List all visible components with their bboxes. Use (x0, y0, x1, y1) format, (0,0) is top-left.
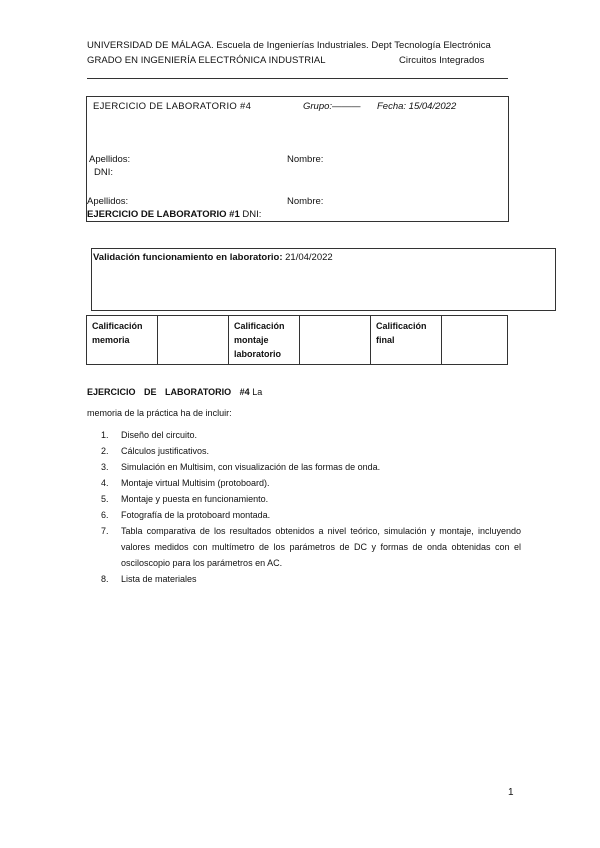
intro-line-2: memoria de la práctica ha de incluir: (87, 408, 232, 418)
item-number: 4. (101, 478, 109, 488)
validation-line (93, 252, 333, 263)
header-line-1: UNIVERSIDAD DE MÁLAGA. Escuela de Ingenierías Industriales. Dept Tecnología Electrónica (87, 40, 491, 51)
item-text: Lista de materiales (121, 574, 197, 584)
grade-final-label: Calificación final (371, 316, 442, 365)
grade-memoria-value[interactable] (158, 316, 229, 365)
item-number: 3. (101, 462, 109, 472)
dni-label-2: DNI: (242, 209, 262, 220)
validation-label: Validación funcionamiento en laboratorio: (93, 252, 283, 263)
name-label-1: Nombre: (287, 154, 324, 165)
grade-montaje-value[interactable] (300, 316, 371, 365)
item-text: Simulación en Multisim, con visualización de las formas de onda. (121, 462, 381, 472)
list-item (101, 475, 521, 491)
item-number: 7. (101, 526, 109, 536)
validation-date: 21/04/2022 (285, 252, 333, 263)
list-item (101, 443, 521, 459)
page-number: 1 (508, 787, 514, 798)
header-divider (87, 78, 508, 79)
grades-table (86, 315, 508, 365)
intro-bold: EJERCICIO DE LABORATORIO #4 (87, 387, 250, 397)
requirements-list (101, 427, 521, 587)
surname-label-1: Apellidos: (89, 154, 131, 165)
list-item (101, 571, 521, 587)
item-number: 1. (101, 430, 109, 440)
item-text: Montaje virtual Multisim (protoboard). (121, 478, 270, 488)
list-item (101, 523, 521, 571)
list-item (101, 507, 521, 523)
item-number: 5. (101, 494, 109, 504)
header-degree: GRADO EN INGENIERÍA ELECTRÓNICA INDUSTRIAL (87, 55, 326, 66)
surname-label-2: Apellidos: (87, 196, 129, 207)
exercise-ref-bold: EJERCICIO DE LABORATORIO #1 (87, 209, 240, 220)
item-text: Diseño del circuito. (121, 430, 198, 440)
dni-label-1: DNI: (94, 167, 113, 178)
item-text: Montaje y puesta en funcionamiento. (121, 494, 269, 504)
list-item (101, 459, 521, 475)
group-field: Grupo:——— (303, 101, 361, 112)
grade-montaje-label: Calificación montaje laboratorio (229, 316, 300, 365)
item-number: 6. (101, 510, 109, 520)
exercise-title: EJERCICIO DE LABORATORIO #4 (93, 101, 252, 112)
item-text: Fotografía de la protoboard montada. (121, 510, 271, 520)
name-label-2: Nombre: (287, 196, 324, 207)
date-field: Fecha: 15/04/2022 (377, 101, 457, 112)
item-number: 2. (101, 446, 109, 456)
item-text: Cálculos justificativos. (121, 446, 210, 456)
item-text: Tabla comparativa de los resultados obtenidos a nivel teórico, simulación y montaje, incluyendo valores medidos con multímetro de los parámetros de DC y formas de onda obtenidas con el osciloscopio para los parámetros en AC. (121, 526, 521, 568)
list-item (101, 427, 521, 443)
exercise-ref-line (87, 209, 261, 220)
item-number: 8. (101, 574, 109, 584)
grade-final-value[interactable] (442, 316, 508, 365)
intro-tail: La (252, 387, 263, 397)
header-course: Circuitos Integrados (399, 55, 485, 66)
grade-memoria-label: Calificación memoria (87, 316, 158, 365)
intro-line (87, 387, 262, 397)
list-item (101, 491, 521, 507)
